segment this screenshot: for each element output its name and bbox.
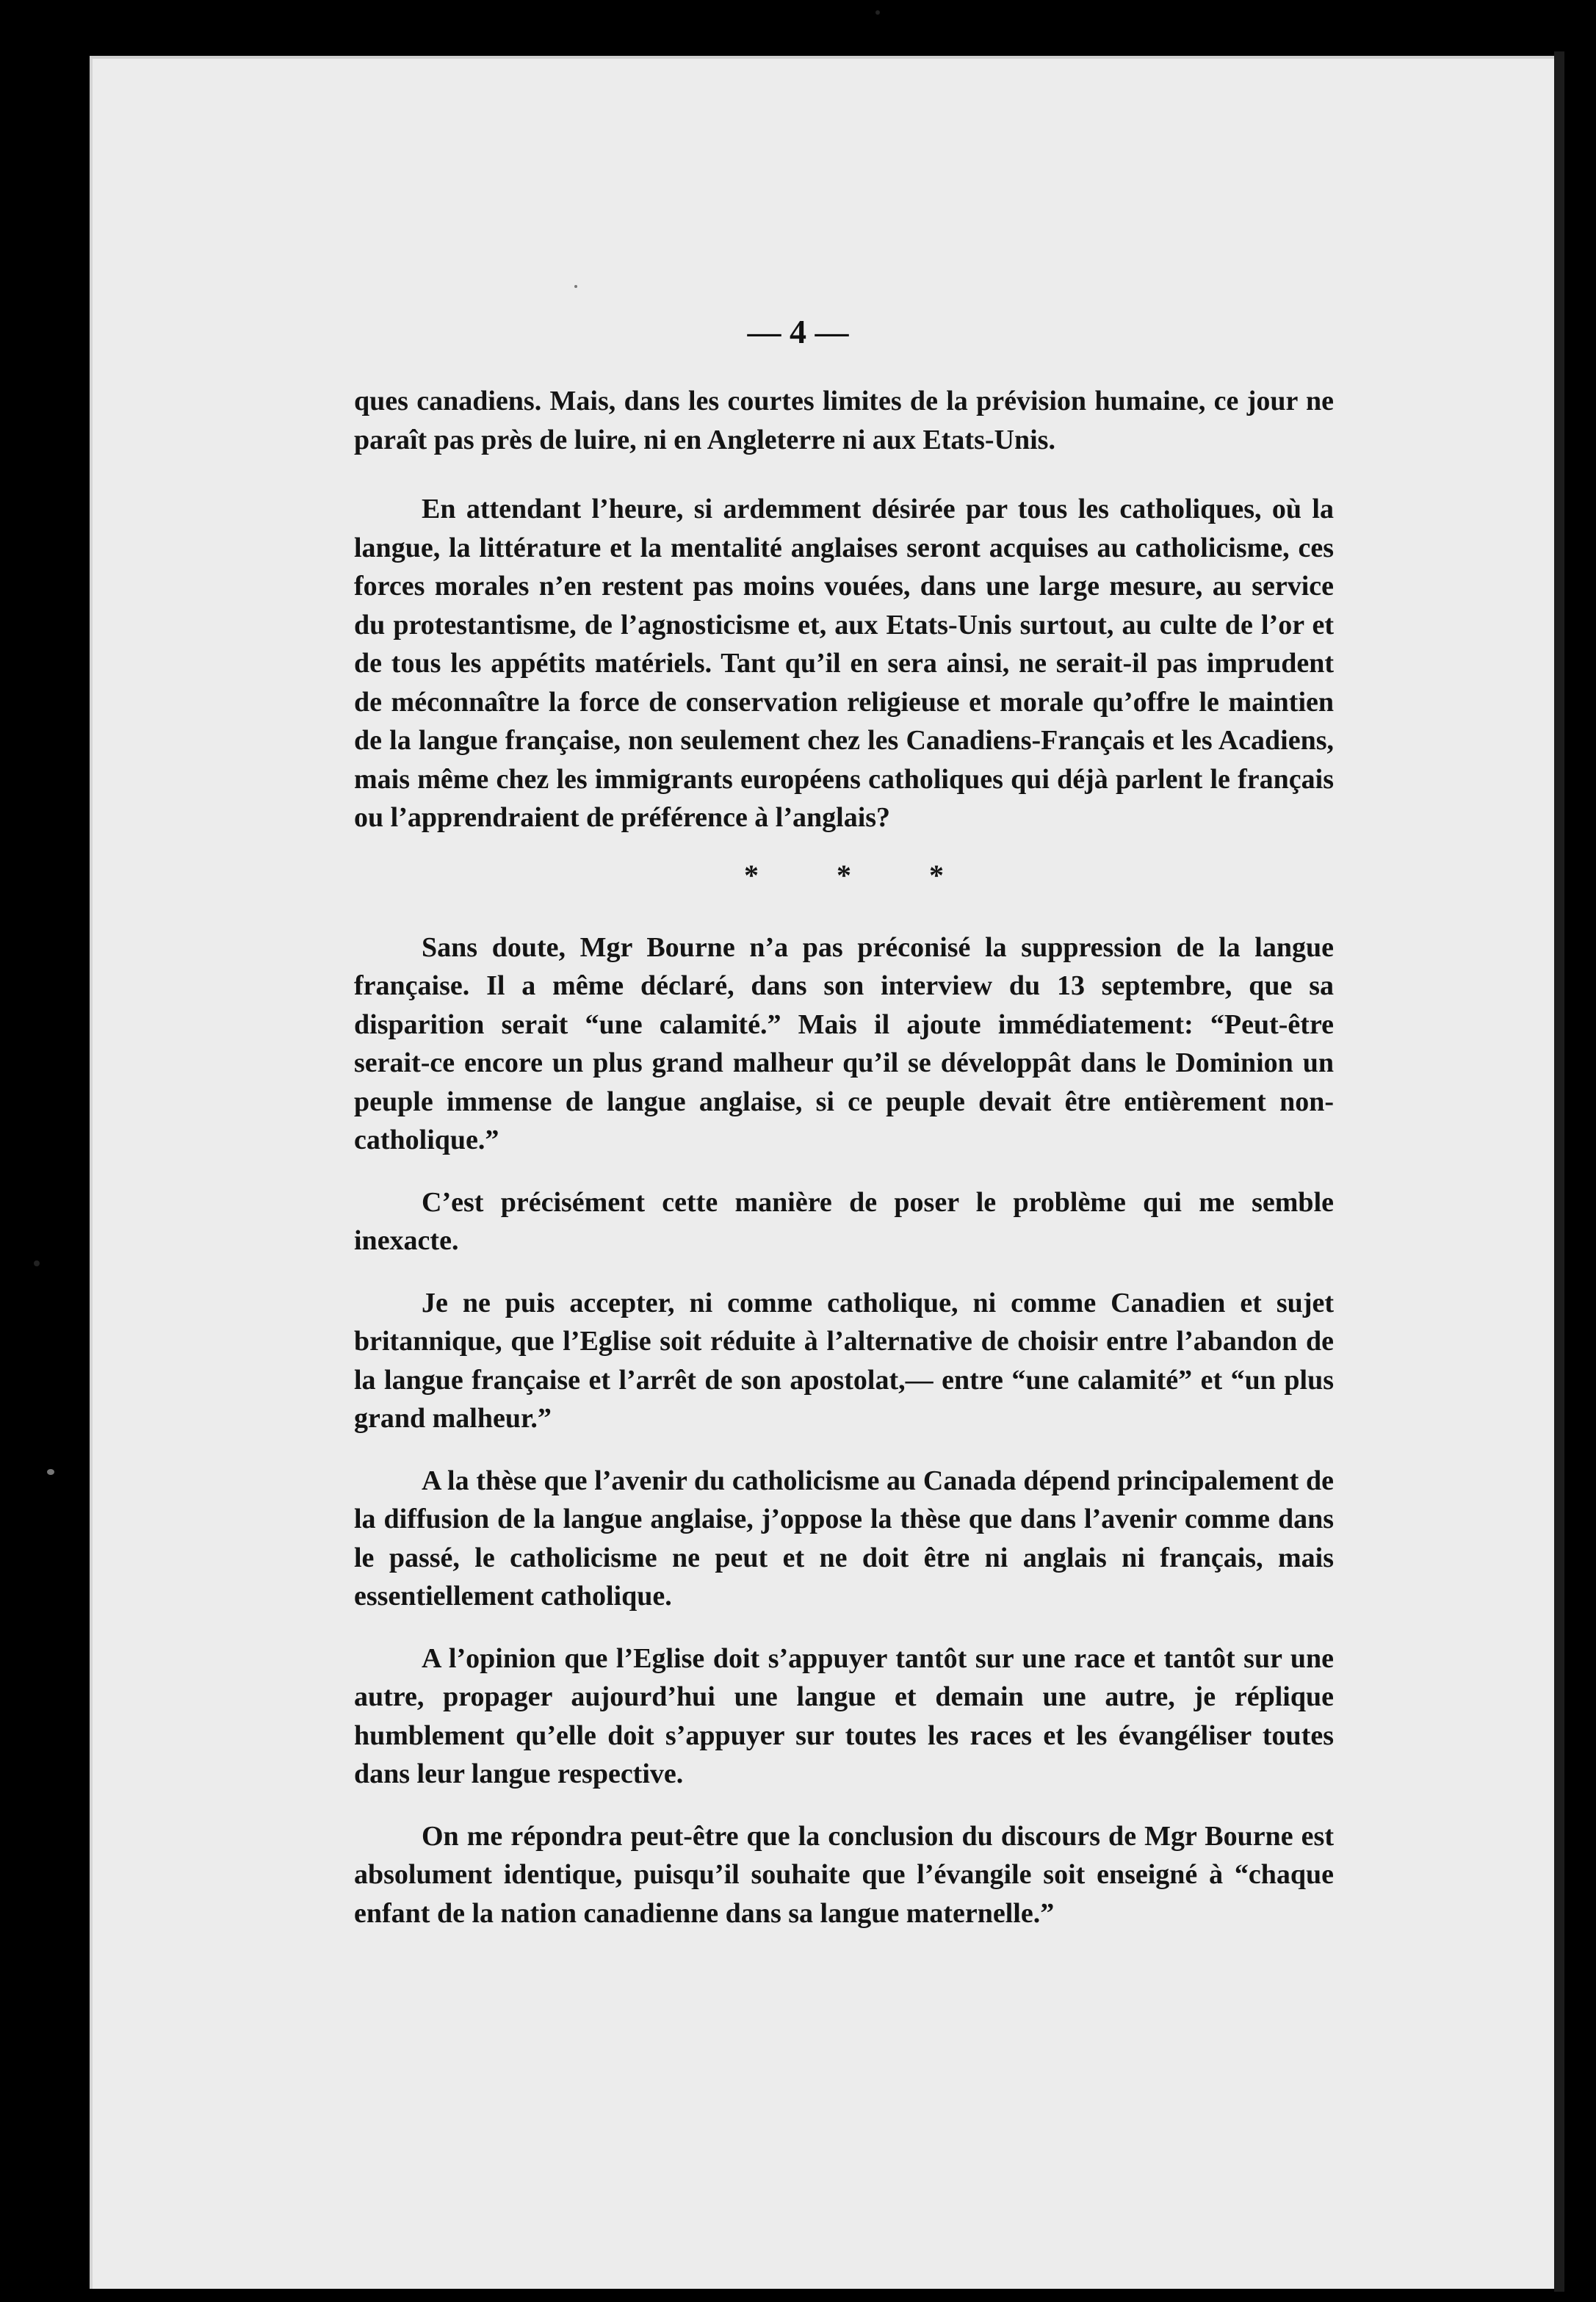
scan-speck (34, 1260, 40, 1266)
document-body (354, 382, 1334, 1956)
page-number: — 4 — (747, 313, 849, 350)
paragraph: C’est précisément cette manière de poser le problème qui me semble inexacte. (354, 1186, 1334, 1256)
scan-speck (875, 10, 880, 15)
paragraph: En attendant l’heure, si ardemment désirée par tous les catholiques, où la langue, la littérature et la mentalité anglaises seront acquises au catholicisme, ces forces morales n’en restent pas moins vouées, dans une large mesure, au service du protestantisme, de l’agnosticisme et, aux Etats-Unis surtout, au culte de l’or et de tous les appétits matériels. Tant qu’il en sera ainsi, ne serait-il pas imprudent de méconnaître la force de conservation religieuse et morale qu’offre le maintien de la langue française, non seulement chez les Canadiens-Français et les Acadiens, mais même chez les immigrants européens catholiques qui déjà parlent le français ou l’apprendraient de préférence à l’anglais? (354, 494, 1334, 833)
scan-speck (574, 285, 577, 288)
paper-edge (1554, 51, 1564, 2292)
paragraph: Sans doute, Mgr Bourne n’a pas préconisé la suppression de la langue française. Il a même déclaré, dans son interview du 13 septembre, que sa disparition serait “une calamité.” Mais il ajoute immédiatement: “Peut-être serait-ce encore un plus grand malheur qu’il se développât dans le Dominion un peuple immense de langue anglaise, si ce peuple devait être entièrement non-catholique.” (354, 931, 1334, 1155)
section-separator: * * * (744, 858, 979, 892)
paragraph: On me répondra peut-être que la conclusion du discours de Mgr Bourne est absolument identique, puisqu’il souhaite que l’évangile soit enseigné à “chaque enfant de la nation canadienne dans sa langue maternelle.” (354, 1820, 1334, 1929)
paragraph: ques canadiens. Mais, dans les courtes limites de la prévision humaine, ce jour ne paraît pas près de luire, ni en Angleterre ni aux Etats-Unis. (354, 386, 1334, 455)
paragraph: Je ne puis accepter, ni comme catholique, ni comme Canadien et sujet britannique, que l’Eglise soit réduite à l’alternative de choisir entre l’abandon de la langue française et l’arrêt de son apostolat,— entre “une calamité” et “un plus grand malheur.” (354, 1287, 1334, 1434)
paragraph: A l’opinion que l’Eglise doit s’appuyer tantôt sur une race et tantôt sur une autre, propager aujourd’hui une langue et demain une autre, je réplique humblement qu’elle doit s’appuyer sur toutes les races et les évangéliser toutes dans leur langue respective. (354, 1642, 1334, 1789)
paragraph: A la thèse que l’avenir du catholicisme au Canada dépend principalement de la diffusion de la langue anglaise, j’oppose la thèse que dans l’avenir comme dans le passé, le catholicisme ne peut et ne doit être ni anglais ni français, mais essentiellement catholique. (354, 1465, 1334, 1612)
scan-speck (47, 1469, 54, 1475)
